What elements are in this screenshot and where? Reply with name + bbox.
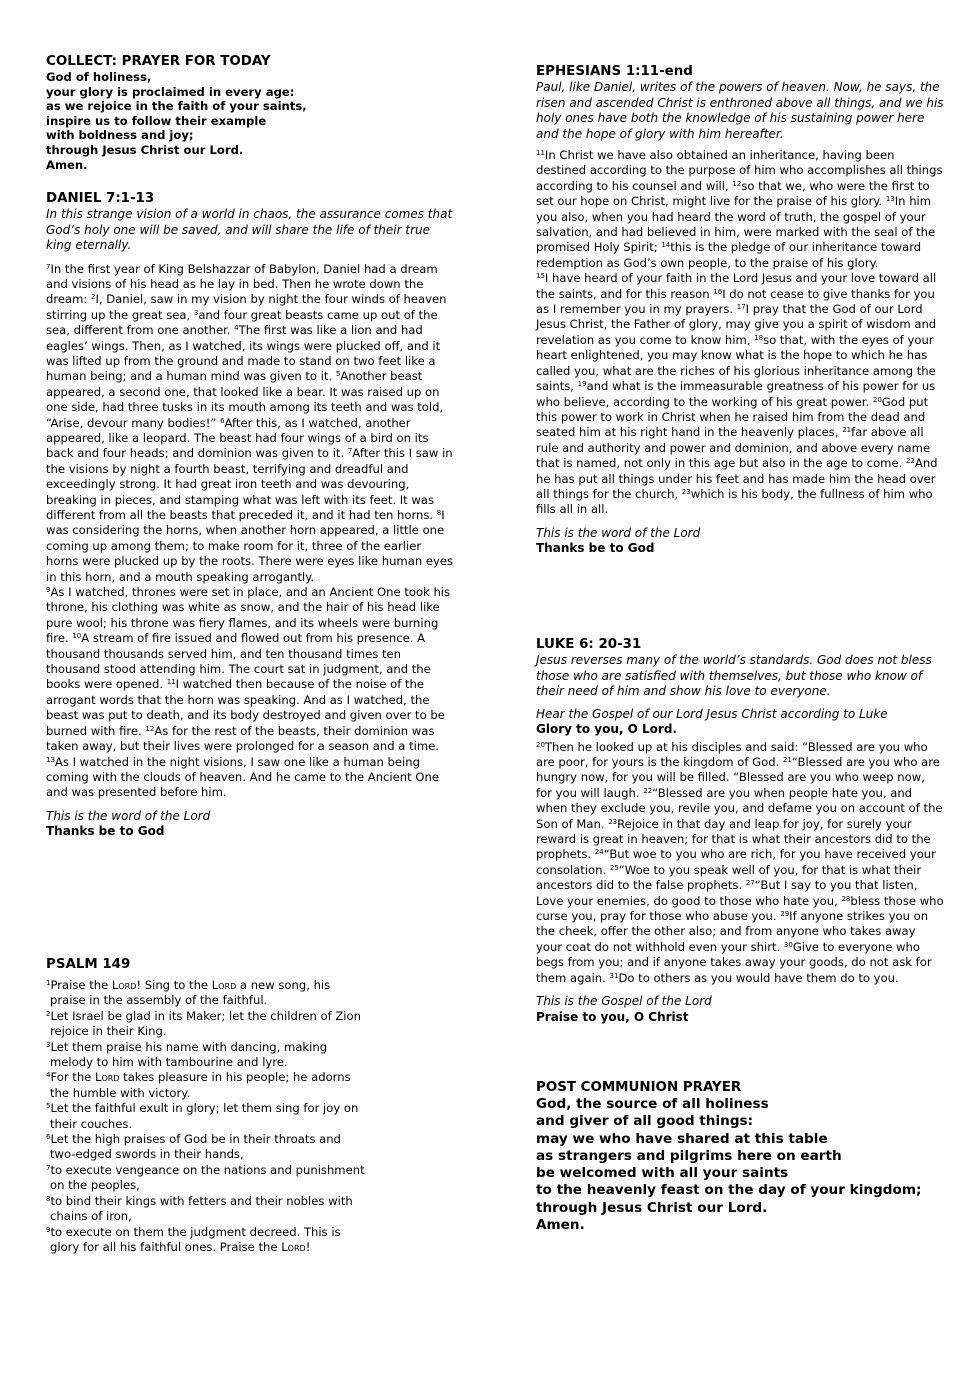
verse-text: And he has put all things under his feet and has made him the head over all things for the church,	[536, 456, 938, 501]
collect-line: with boldness and joy;	[46, 128, 194, 143]
psalm-line	[46, 1194, 454, 1209]
ephesians-reading-part-2	[536, 271, 944, 518]
verse-text: and four great beasts came up out of the sea, different from one another.	[46, 307, 438, 338]
verse-number: 9	[46, 1225, 51, 1234]
divine-name: Lord	[281, 1239, 306, 1254]
prayer-line: God, the source of all holiness	[536, 1096, 769, 1112]
verse-text: Another beast appeared, a second one, that looked like a bear. It was raised up on one side, had three tusks in its mouth among its teeth and was told, “Arise, devour many bodies!”	[46, 369, 444, 430]
psalm-text	[46, 978, 454, 1255]
divine-name: Lord	[111, 978, 137, 992]
psalm-text-run: their couches.	[50, 1116, 133, 1131]
psalm-line	[46, 1163, 454, 1178]
collect-line: inspire us to follow their example	[46, 113, 267, 128]
psalm-text-run: two-edged swords in their hands,	[50, 1147, 244, 1162]
luke-heading: LUKE 6: 20-31	[536, 637, 642, 652]
divine-name: Lord	[211, 978, 237, 992]
verse-number: 20	[872, 395, 882, 404]
collect-line: Amen.	[46, 157, 88, 172]
daniel-heading: DANIEL 7:1-13	[46, 191, 155, 206]
verse-text: Then he looked up at his disciples and said: “Blessed are you who are poor, for yours is the kingdom of God.	[536, 739, 928, 769]
daniel-reading-part-2	[46, 585, 454, 801]
verse-number: 25	[609, 863, 619, 872]
verse-number: 2	[46, 1009, 51, 1018]
verse-text: “But I say to you that listen, Love your enemies, do good to those who hate you,	[536, 878, 918, 908]
prayer-line: through Jesus Christ our Lord.	[536, 1199, 768, 1216]
verse-text: and what is the immeasurable greatness of his power for us who believe, according to the working of his great power.	[536, 379, 936, 409]
collect-section	[46, 54, 454, 172]
psalm-text-run: praise in the assembly of the faithful.	[50, 993, 268, 1008]
psalm-text-run: a new song, his	[236, 978, 331, 992]
verse-text: “But woe to you who are rich, for you have received your consolation.	[536, 847, 936, 877]
psalm-line	[46, 1225, 454, 1240]
psalm-section	[46, 957, 454, 1255]
psalm-text-run: glory for all his faithful ones. Praise the	[50, 1239, 282, 1254]
verse-number: 7	[347, 447, 353, 456]
daniel-reading-part-1	[46, 262, 454, 586]
ephesians-response	[536, 526, 944, 557]
psalm-line	[46, 1178, 454, 1193]
verse-text: bless those who curse you, pray for those who abuse you.	[536, 893, 944, 923]
verse-number: 20	[536, 740, 545, 749]
verse-text: As for the rest of the beasts, their dominion was taken away, but their lives were prolonged for a season and a time.	[46, 723, 439, 754]
ephesians-section	[536, 64, 944, 557]
verse-text: A stream of fire issued and flowed out from his presence. A thousand thousands served him, and ten thousand times ten thousand stood attending him. The court sat in judgment, and the books were opened.	[46, 631, 431, 692]
verse-text: I watched then because of the noise of the arrogant words that the horn was speaking. And as I watched, the beast was put to death, and its body destroyed and given over to be burned with fire.	[46, 677, 445, 738]
psalm-line	[46, 1009, 454, 1024]
psalm-text-run: chains of iron,	[50, 1209, 132, 1224]
verse-text: In the first year of King Belshazzar of Babylon, Daniel had a dream and visions of his head as he lay in bed. Then he wrote down the dream:	[46, 261, 438, 307]
response-italic: This is the word of the Lord	[46, 808, 211, 823]
prayer-line: as strangers and pilgrims here on earth	[536, 1147, 842, 1164]
response-italic: This is the word of the Lord	[536, 525, 701, 540]
response-bold: Praise to you, O Christ	[536, 1009, 689, 1024]
psalm-line	[46, 1070, 454, 1085]
verse-number: 23	[608, 817, 618, 826]
psalm-line	[46, 1040, 454, 1055]
verse-number: 10	[72, 632, 82, 641]
prayer-line: and giver of all good things:	[536, 1113, 754, 1130]
verse-text: far above all rule and authority and power and dominion, and above every name that is named, not only in this age but also in the age to come.	[536, 425, 931, 471]
psalm-text-run: ! Sing to the	[136, 978, 212, 992]
luke-intro: Jesus reverses many of the world’s standards. God does not bless those who are satisfied with themselves, but those who know of their need of him and show his love to everyone.	[536, 653, 932, 698]
psalm-text-run: rejoice in their King.	[50, 1024, 167, 1039]
post-communion-prayer	[536, 1096, 956, 1234]
verse-number: 31	[609, 971, 619, 980]
psalm-line	[46, 1209, 454, 1224]
verse-text: “Blessed are you when people hate you, and when they exclude you, revile you, and defame you on account of the Son of Man.	[536, 785, 943, 831]
verse-number: 13	[885, 195, 895, 204]
verse-text: which is his body, the fullness of him who fills all in all.	[536, 486, 933, 517]
verse-text: I have heard of your faith in the Lord Jesus and your love toward all the saints, and for this reason	[536, 271, 937, 301]
verse-text: I, Daniel, saw in my vision by night the four winds of heaven stirring up the great sea,	[46, 292, 447, 322]
verse-text: After this I saw in the visions by night a fourth beast, terrifying and dreadful and exceedingly strong. It had great iron teeth and was devouring, breaking in pieces, and stamping what was left with its feet. It was different from all the beasts that preceded it, and it had ten horns.	[46, 446, 453, 522]
psalm-line	[46, 1117, 454, 1132]
response-bold: Thanks be to God	[536, 541, 655, 556]
verse-number: 4	[46, 1071, 51, 1080]
announcement-bold: Glory to you, O Lord.	[536, 722, 677, 736]
psalm-line	[46, 1147, 454, 1162]
psalm-text-run: Praise the	[50, 978, 112, 992]
verse-number: 2	[91, 293, 96, 302]
verse-number: 21	[842, 426, 852, 435]
psalm-text-run: to bind their kings with fetters and their nobles with	[50, 1193, 353, 1208]
psalm-line	[46, 1024, 454, 1039]
response-bold: Thanks be to God	[46, 824, 165, 839]
verse-number: 14	[661, 241, 671, 250]
luke-response	[536, 994, 944, 1025]
verse-number: 12	[145, 724, 155, 733]
collect-line: God of holiness,	[46, 70, 152, 84]
verse-text: “Blessed are you who are hungry now, for you will be filled. “Blessed are you who weep now, for you will laugh.	[536, 754, 940, 800]
psalm-line	[46, 978, 454, 993]
verse-number: 16	[713, 287, 723, 296]
verse-number: 8	[436, 509, 442, 517]
verse-number: 28	[841, 894, 851, 903]
psalm-text-run: Let them praise his name with dancing, making	[50, 1039, 328, 1054]
luke-section	[536, 637, 944, 1025]
response-italic: This is the Gospel of the Lord	[536, 994, 712, 1008]
verse-number: 5	[46, 1102, 51, 1111]
verse-number: 22	[905, 457, 915, 466]
verse-number: 15	[536, 272, 545, 281]
verse-text: so that we, who were the first to set our hope on Christ, might live for the praise of his glory.	[536, 178, 930, 209]
verse-text: I pray that the God of our Lord Jesus Christ, the Father of glory, may give you a spirit of wisdom and revelation as you come to know him,	[536, 302, 937, 347]
psalm-text-run: on the peoples,	[50, 1178, 140, 1193]
verse-text: God put this power to work in Christ when he raised him from the dead and seated him at his right hand in the heavenly places,	[536, 394, 929, 440]
verse-number: 22	[643, 786, 653, 795]
psalm-text-run: melody to him with tambourine and lyre.	[50, 1055, 288, 1070]
daniel-intro: In this strange vision of a world in chaos, the assurance comes that God’s holy one will be saved, and will share the life of their true king eternally.	[46, 207, 453, 252]
verse-number: 3	[46, 1040, 51, 1049]
verse-number: 5	[335, 370, 341, 379]
verse-number: 29	[780, 909, 790, 918]
verse-text: Do to others as you would have them do to you.	[618, 970, 899, 985]
psalm-text-run: Let the high praises of God be in their throats and	[50, 1132, 341, 1147]
psalm-line	[46, 1086, 454, 1101]
verse-number: 4	[234, 324, 239, 333]
gospel-announcement	[536, 707, 944, 738]
verse-number: 11	[536, 149, 545, 157]
verse-number: 24	[594, 848, 604, 857]
verse-number: 6	[46, 1133, 51, 1142]
daniel-section	[46, 191, 454, 840]
verse-text: Give to everyone who begs from you; and if anyone takes away your goods, do not ask for them again.	[536, 939, 932, 985]
psalm-text-run: to execute on them the judgment decreed. This is	[50, 1224, 341, 1239]
verse-number: 7	[46, 1163, 51, 1172]
psalm-text-run: takes pleasure in his people; he adorns	[119, 1070, 351, 1085]
verse-number: 8	[46, 1194, 51, 1203]
verse-text: I do not cease to give thanks for you as I remember you in my prayers.	[536, 286, 935, 317]
psalm-text-run: !	[305, 1239, 311, 1254]
collect-line: through Jesus Christ our Lord.	[46, 142, 244, 157]
verse-number: 3	[193, 308, 199, 317]
verse-text: After this, as I watched, another appeared, like a leopard. The beast had four wings of a bird on its back and four heads; and dominion was given to it.	[46, 415, 429, 461]
ephesians-reading-part-1	[536, 148, 944, 271]
ephesians-intro: Paul, like Daniel, writes of the powers of heaven. Now, he says, the risen and ascended Christ is enthroned above all things, and we his holy ones have both the knowledge of his sustaining power here and the hope of glory with him hereafter.	[536, 80, 944, 141]
verse-number: 21	[782, 755, 792, 764]
prayer-line: be welcomed with all your saints	[536, 1165, 789, 1182]
verse-number: 1	[46, 979, 51, 987]
ephesians-heading: EPHESIANS 1:11-end	[536, 64, 693, 79]
verse-text: this is the pledge of our inheritance toward redemption as God’s own people, to the praise of his glory.	[536, 240, 922, 270]
verse-text: Rejoice in that day and leap for joy, for surely your reward is great in heaven; for that is what their ancestors did to the prophets.	[536, 816, 931, 862]
verse-number: 23	[681, 487, 691, 496]
psalm-text-run: Let Israel be glad in its Maker; let the children of Zion	[50, 1008, 361, 1023]
verse-number: 27	[745, 879, 755, 888]
verse-number: 6	[220, 416, 225, 425]
psalm-line	[46, 993, 454, 1008]
verse-number: 13	[46, 755, 55, 764]
verse-text: The first was like a lion and had eagles’ wings. Then, as I watched, its wings were plucked off, and it was lifted up from the ground and made to stand on two feet like a human being; and a human mind was given to it.	[46, 323, 441, 384]
prayer-line: to the heavenly feast on the day of your kingdom;	[536, 1182, 922, 1199]
verse-text: In Christ we have also obtained an inheritance, having been destined according to the purpose of him who accomplishes all things according to his counsel and will,	[536, 148, 943, 193]
psalm-heading: PSALM 149	[46, 957, 131, 972]
verse-number: 9	[46, 586, 51, 595]
verse-number: 17	[736, 303, 746, 312]
psalm-text-run: For the	[50, 1070, 95, 1085]
verse-text: so that, with the eyes of your heart enlightened, you may know what is the hope to which he has called you, what are the riches of his glorious inheritance among the saints,	[536, 332, 936, 394]
prayer-line: may we who have shared at this table	[536, 1130, 828, 1147]
verse-number: 7	[46, 262, 51, 271]
daniel-response	[46, 809, 454, 840]
verse-number: 19	[577, 380, 587, 389]
psalm-text-run: to execute vengeance on the nations and punishment	[50, 1162, 365, 1177]
verse-text: As I watched in the night visions, I saw one like a human being coming with the clouds of heaven. And he came to the Ancient One and was presented before him.	[46, 754, 439, 800]
post-communion-heading: POST COMMUNION PRAYER	[536, 1080, 742, 1095]
verse-text: If anyone strikes you on the cheek, offer the other also; and from anyone who takes away your coat do not withhold even your shirt.	[536, 908, 929, 954]
collect-heading: COLLECT: PRAYER FOR TODAY	[46, 54, 271, 69]
verse-number: 18	[754, 333, 764, 342]
psalm-text-run: the humble with victory.	[50, 1085, 191, 1100]
verse-number: 12	[732, 179, 742, 188]
verse-number: 30	[783, 940, 793, 949]
psalm-line	[46, 1240, 454, 1255]
psalm-line	[46, 1101, 454, 1116]
verse-text: As I watched, thrones were set in place, and an Ancient One took his throne, his clothing was white as snow, and the hair of his head like pure wool; his throne was fiery flames, and its wheels were burning fire.	[46, 585, 451, 646]
announcement-italic: Hear the Gospel of our Lord Jesus Christ according to Luke	[536, 706, 888, 721]
collect-line: your glory is proclaimed in every age:	[46, 84, 295, 99]
psalm-line	[46, 1132, 454, 1147]
verse-text: I was considering the horns, when another horn appeared, a little one coming up among them; to make room for it, three of the earlier horns were plucked up by the roots. There were eyes like human eyes in this horn, and a mouth speaking arrogantly.	[46, 508, 454, 584]
collect-line: as we rejoice in the faith of your saints,	[46, 99, 307, 114]
divine-name: Lord	[94, 1070, 120, 1085]
verse-number: 11	[166, 678, 176, 687]
verse-text: In him you also, when you had heard the word of truth, the gospel of your salvation, and had believed in him, were marked with the seal of the promised Holy Spirit;	[536, 194, 936, 255]
collect-prayer	[46, 70, 454, 172]
post-communion-section	[536, 1080, 956, 1234]
prayer-line: Amen.	[536, 1217, 585, 1234]
psalm-text-run: Let the faithful exult in glory; let them sing for joy on	[50, 1101, 359, 1116]
verse-text: “Woe to you speak well of you, for that is what their ancestors did to the false prophets.	[536, 862, 922, 893]
psalm-line	[46, 1055, 454, 1070]
luke-reading	[536, 740, 944, 987]
